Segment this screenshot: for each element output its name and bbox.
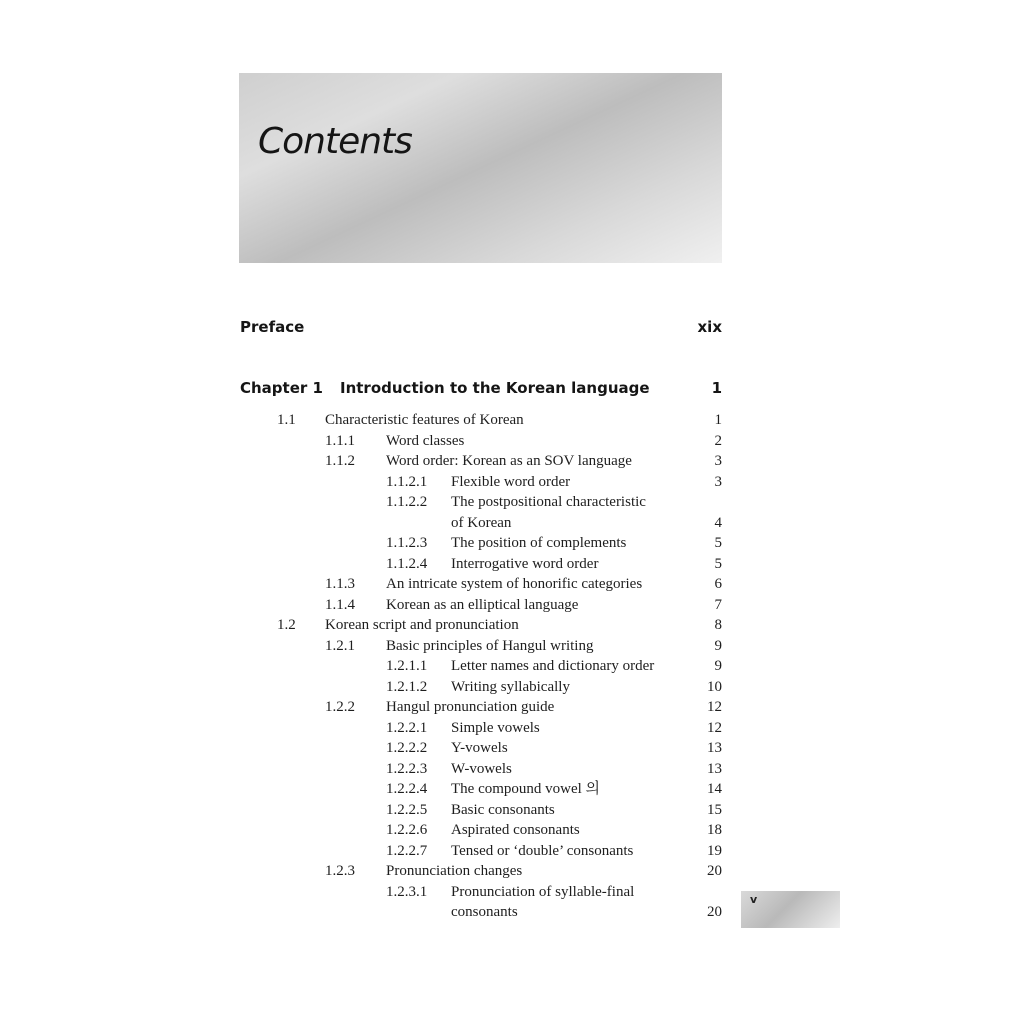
toc-entry-page: 8 xyxy=(714,617,722,633)
toc-entry xyxy=(0,636,1024,656)
toc-entry-page: 12 xyxy=(707,699,722,715)
toc-entry-title: Aspirated consonants xyxy=(451,822,580,838)
toc-entry-number: 1.1 xyxy=(277,412,296,428)
toc-entry-page: 3 xyxy=(714,453,722,469)
toc-entry-title: Basic consonants xyxy=(451,801,555,818)
toc-entry xyxy=(0,533,1024,553)
toc-entry-number: 1.1.2.3 xyxy=(386,535,428,551)
toc-entry-title: Flexible word order xyxy=(451,473,571,490)
toc-entry-number: 1.1.2.4 xyxy=(386,555,428,572)
toc-entry-title: The postpositional characteristic xyxy=(451,494,646,510)
toc-entry-page: 14 xyxy=(707,781,722,797)
toc-entry-title: Hangul pronunciation guide xyxy=(386,699,555,715)
toc-entry xyxy=(0,779,1024,799)
toc-entry-number: 1.2.3 xyxy=(325,863,355,879)
toc-entry-number: 1.1.3 xyxy=(325,576,355,592)
toc-entry-number: 1.2.2.6 xyxy=(386,822,428,838)
toc-entry xyxy=(0,513,1024,533)
toc-entry-page: 19 xyxy=(707,842,722,859)
toc-entry xyxy=(0,677,1024,697)
toc-entry xyxy=(0,451,1024,471)
chapter-title: Introduction to the Korean language xyxy=(340,379,650,397)
toc-entry-title: Simple vowels xyxy=(451,719,540,736)
toc-entry-number: 1.2.2.7 xyxy=(386,842,428,859)
toc-entry-number: 1.2.2.1 xyxy=(386,719,428,736)
toc-entry-page: 3 xyxy=(714,473,722,490)
toc-entry-title: W-vowels xyxy=(451,760,512,777)
toc-entry-number: 1.2.2 xyxy=(325,699,355,715)
toc-entry-page: 6 xyxy=(714,576,722,592)
toc-entry xyxy=(0,759,1024,779)
toc-entry-number: 1.2.1.2 xyxy=(386,678,428,695)
toc-entry-title: of Korean xyxy=(451,514,512,531)
toc-entry-title: Korean script and pronunciation xyxy=(325,617,519,633)
toc-entry xyxy=(0,554,1024,574)
toc-entry-page: 5 xyxy=(714,555,722,572)
toc-entry-number: 1.1.2.2 xyxy=(386,494,428,510)
toc-entry-title: Pronunciation of syllable-final xyxy=(451,883,635,900)
toc-entry-number: 1.2.1 xyxy=(325,637,355,654)
toc-entry-number: 1.2.1.1 xyxy=(386,658,428,674)
toc-entry xyxy=(0,902,1024,922)
chapter-page: 1 xyxy=(711,379,722,397)
toc-entry xyxy=(0,492,1024,512)
toc-entry-title: Basic principles of Hangul writing xyxy=(386,637,594,654)
preface-page: xix xyxy=(697,318,722,336)
toc-entry-page: 20 xyxy=(707,904,722,920)
toc-entry-number: 1.2.2.5 xyxy=(386,801,428,818)
toc-entry xyxy=(0,472,1024,492)
toc-entry xyxy=(0,615,1024,635)
toc-entry xyxy=(0,820,1024,840)
toc-entry-number: 1.2.2.4 xyxy=(386,781,428,797)
toc-entry xyxy=(0,431,1024,451)
toc-entry-title: Y-vowels xyxy=(451,740,508,756)
toc-entry-title: Writing syllabically xyxy=(451,678,570,695)
toc-entry-page: 5 xyxy=(714,535,722,551)
toc-entry-page: 7 xyxy=(714,596,722,613)
toc-entry-page: 4 xyxy=(714,514,722,531)
toc-entry-title: Interrogative word order xyxy=(451,555,599,572)
toc-entry-page: 13 xyxy=(707,740,722,756)
toc-entry xyxy=(0,738,1024,758)
toc-entry-number: 1.2.3.1 xyxy=(386,883,428,900)
toc-entry-title: The compound vowel 의 xyxy=(451,781,601,797)
toc-entry-page: 2 xyxy=(714,432,722,449)
toc-entry xyxy=(0,574,1024,594)
toc-entry-title: Letter names and dictionary order xyxy=(451,658,655,674)
toc-entry-number: 1.2 xyxy=(277,617,296,633)
page-title: Contents xyxy=(258,121,412,162)
toc-entry-page: 9 xyxy=(714,637,722,654)
toc-entry xyxy=(0,861,1024,881)
toc-entry-page: 1 xyxy=(714,412,722,428)
toc-entry-title: Tensed or ‘double’ consonants xyxy=(451,842,634,859)
toc-entry-page: 12 xyxy=(707,719,722,736)
toc-entry-number: 1.2.2.2 xyxy=(386,740,428,756)
toc-entry-number: 1.1.2 xyxy=(325,453,355,469)
toc-entry-page: 18 xyxy=(707,822,722,838)
toc-entry-page: 10 xyxy=(707,678,722,695)
toc-entry xyxy=(0,410,1024,430)
toc-entry-number: 1.2.2.3 xyxy=(386,760,428,777)
toc-entry-number: 1.1.1 xyxy=(325,432,355,449)
toc-entry-page: 20 xyxy=(707,863,722,879)
toc-entry-number: 1.1.4 xyxy=(325,596,355,613)
toc-entry xyxy=(0,595,1024,615)
toc-entry-page: 13 xyxy=(707,760,722,777)
toc-entry xyxy=(0,718,1024,738)
toc-entry-title: An intricate system of honorific categories xyxy=(386,576,643,592)
toc-entry xyxy=(0,656,1024,676)
page-number: v xyxy=(750,893,758,906)
toc-entry-title: Word order: Korean as an SOV language xyxy=(386,453,632,469)
toc-entry-title: consonants xyxy=(451,904,518,920)
toc-entry-title: Characteristic features of Korean xyxy=(325,412,524,428)
contents-banner xyxy=(239,73,722,263)
toc-entry xyxy=(0,800,1024,820)
toc-entry-number: 1.1.2.1 xyxy=(386,473,428,490)
toc-entry-title: Word classes xyxy=(386,432,465,449)
toc-entry-title: The position of complements xyxy=(451,535,627,551)
toc-entry-title: Pronunciation changes xyxy=(386,863,523,879)
chapter-label: Chapter 1 xyxy=(240,379,323,397)
toc-entry xyxy=(0,841,1024,861)
toc-entry xyxy=(0,882,1024,902)
toc-entry-page: 15 xyxy=(707,801,722,818)
toc-entry xyxy=(0,697,1024,717)
page-number-tab xyxy=(741,891,840,928)
toc-entry-page: 9 xyxy=(714,658,722,674)
preface-label: Preface xyxy=(240,318,305,336)
toc-entry-title: Korean as an elliptical language xyxy=(386,596,579,613)
